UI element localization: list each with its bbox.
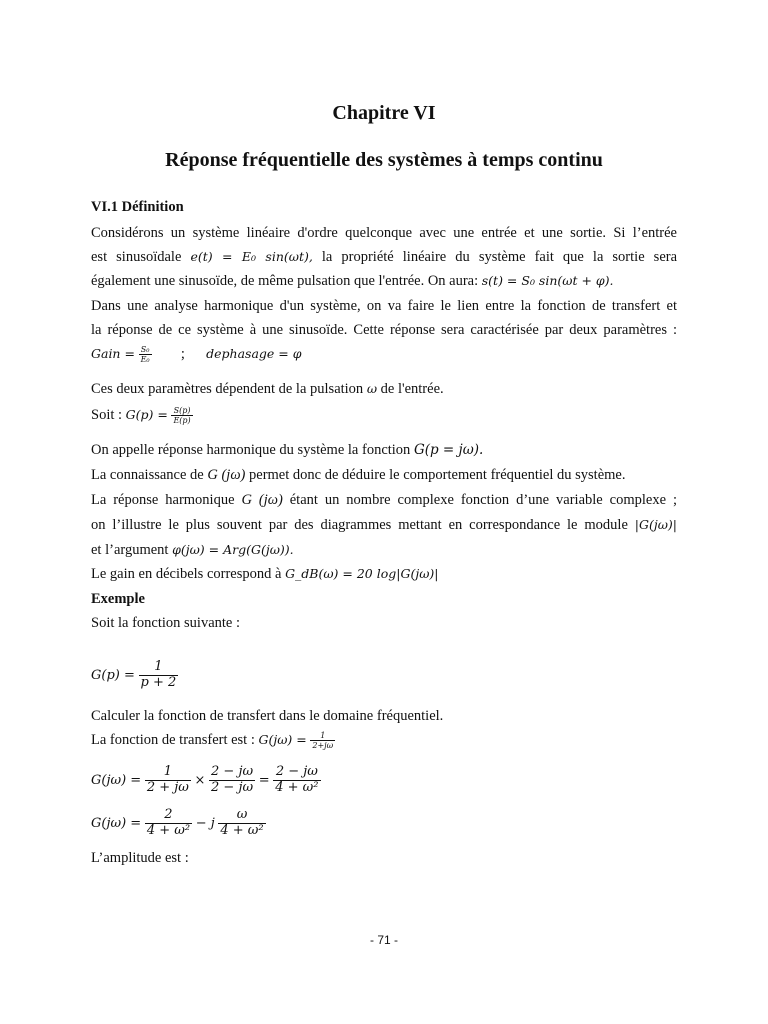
paragraph-line: [91, 273, 614, 290]
operator: ×: [194, 772, 206, 788]
operator: − j: [195, 815, 215, 831]
separator: ;: [180, 346, 185, 363]
fraction-denominator: 4 + ω²: [220, 822, 264, 838]
text-fragment: permet donc de déduire le comportement fréquentiel du système.: [249, 467, 626, 483]
paragraph-line: [91, 517, 677, 534]
paragraph-line: [91, 467, 625, 484]
paragraph-line: [91, 542, 294, 559]
fraction-numerator: 1: [145, 765, 191, 781]
equation-fraction: [209, 765, 255, 796]
text-fragment: également une sinusoïde, de même pulsation que l'entrée. On aura:: [91, 273, 479, 289]
fraction-denominator: p + 2: [140, 674, 177, 690]
text-fragment: La fonction de transfert est :: [91, 732, 255, 749]
transfer-fraction: [171, 406, 192, 425]
fraction-numerator: S(p): [171, 406, 192, 416]
paragraph-line: L’amplitude est :: [91, 850, 189, 866]
equation-fraction: [218, 808, 265, 839]
gain-label: Gain =: [91, 346, 135, 362]
fraction-denominator: 2 + jω: [146, 779, 189, 795]
equation-output-signal: s(t) = S₀ sin(ωt + φ).: [481, 273, 614, 288]
fraction-denominator: E₀: [140, 355, 150, 365]
chapter-title: Chapitre VI: [332, 102, 436, 124]
gain-db-equation: G_dB(ω) = 20 log|G(jω)|: [285, 566, 439, 581]
equation-lhs: G(jω) =: [91, 772, 142, 788]
text-fragment: et l’argument: [91, 542, 169, 558]
text-fragment: la propriété linéaire du système fait que la sortie sera: [321, 249, 678, 265]
transfer-function-definition: [91, 406, 193, 425]
fraction-denominator: 4 + ω²: [275, 779, 319, 795]
text-fragment: de l'entrée.: [380, 381, 444, 397]
equation-lhs: G(p) =: [125, 407, 168, 423]
equation-fraction: [145, 765, 191, 796]
section-heading: VI.1 Définition: [91, 199, 184, 215]
equation-lhs: G(p) =: [91, 667, 135, 683]
fraction-denominator: 2+jω: [312, 741, 334, 751]
equation-fraction: [139, 660, 179, 691]
equation-lhs: G(jω) =: [258, 732, 307, 748]
equation-fraction: [145, 808, 192, 839]
example-heading: Exemple: [91, 591, 145, 607]
fraction-numerator: 1: [139, 660, 179, 676]
modulus-equation: |G(jω)|: [634, 517, 677, 532]
operator: =: [258, 772, 270, 788]
paragraph-line: [91, 249, 677, 266]
equation-lhs: G(jω) =: [91, 815, 142, 831]
paragraph-line: [91, 566, 439, 583]
text-fragment: On appelle réponse harmonique du système la fonction: [91, 442, 411, 458]
paragraph-line: Soit la fonction suivante :: [91, 615, 241, 631]
text-fragment: on l’illustre le plus souvent par des diagrammes mettant en correspondance le module: [91, 517, 628, 533]
paragraph-line: [91, 381, 444, 398]
fraction-numerator: 1: [310, 731, 335, 741]
text-fragment: étant un nombre complexe fonction d’une variable complexe ;: [289, 492, 677, 508]
fraction-denominator: 4 + ω²: [146, 822, 191, 838]
equation-block: [91, 808, 266, 839]
paragraph-line: [91, 492, 677, 509]
equation-input-signal: e(t) = E₀ sin(ωt),: [190, 249, 313, 264]
phase-equation: dephasage = φ: [206, 346, 302, 362]
chapter-subtitle: Réponse fréquentielle des systèmes à temps continu: [165, 149, 603, 171]
text-fragment: La connaissance de: [91, 467, 204, 483]
paragraph-line: Calculer la fonction de transfert dans le domaine fréquentiel.: [91, 708, 444, 724]
fraction-numerator: 2 − jω: [211, 764, 254, 779]
gain-phase-equation: [91, 345, 301, 364]
text-fragment: Soit :: [91, 407, 123, 424]
equation-block: [91, 660, 178, 691]
paragraph-line: [91, 442, 483, 459]
gain-fraction: [139, 345, 152, 364]
text-fragment: Ces deux paramètres dépendent de la pulsation: [91, 381, 364, 397]
fraction-numerator: S₀: [139, 345, 152, 355]
omega-symbol: ω: [366, 381, 378, 396]
paragraph-line: la réponse de ce système à une sinusoïde. Cette réponse sera caractérisée par deux paramètres :: [91, 322, 677, 338]
equation-inline: G (jω): [241, 492, 283, 508]
fraction-denominator: 2 − jω: [211, 779, 254, 795]
text-fragment: La réponse harmonique: [91, 492, 235, 508]
fraction-numerator: 2 − jω: [273, 765, 320, 781]
document-page: [91, 0, 677, 1024]
paragraph-line: Dans une analyse harmonique d'un système, on va faire le lien entre la fonction de transfert et: [91, 298, 677, 314]
page-number: - 71 -: [369, 933, 398, 947]
fraction-numerator: ω: [218, 808, 265, 824]
equation-inline: G(p = jω).: [413, 442, 484, 458]
argument-equation: φ(jω) = Arg(G(jω)).: [172, 542, 294, 557]
equation-fraction: [310, 731, 335, 750]
equation-inline: G (jω): [207, 467, 246, 483]
equation-fraction: [273, 765, 320, 796]
paragraph-line: [91, 731, 335, 750]
fraction-numerator: 2: [145, 808, 192, 824]
fraction-denominator: E(p): [173, 416, 191, 426]
text-fragment: Le gain en décibels correspond à: [91, 566, 282, 582]
equation-block: [91, 765, 321, 796]
text-fragment: est sinusoïdale: [91, 249, 182, 265]
paragraph-line: Considérons un système linéaire d'ordre quelconque avec une entrée et une sortie. Si l’entrée: [91, 225, 677, 241]
